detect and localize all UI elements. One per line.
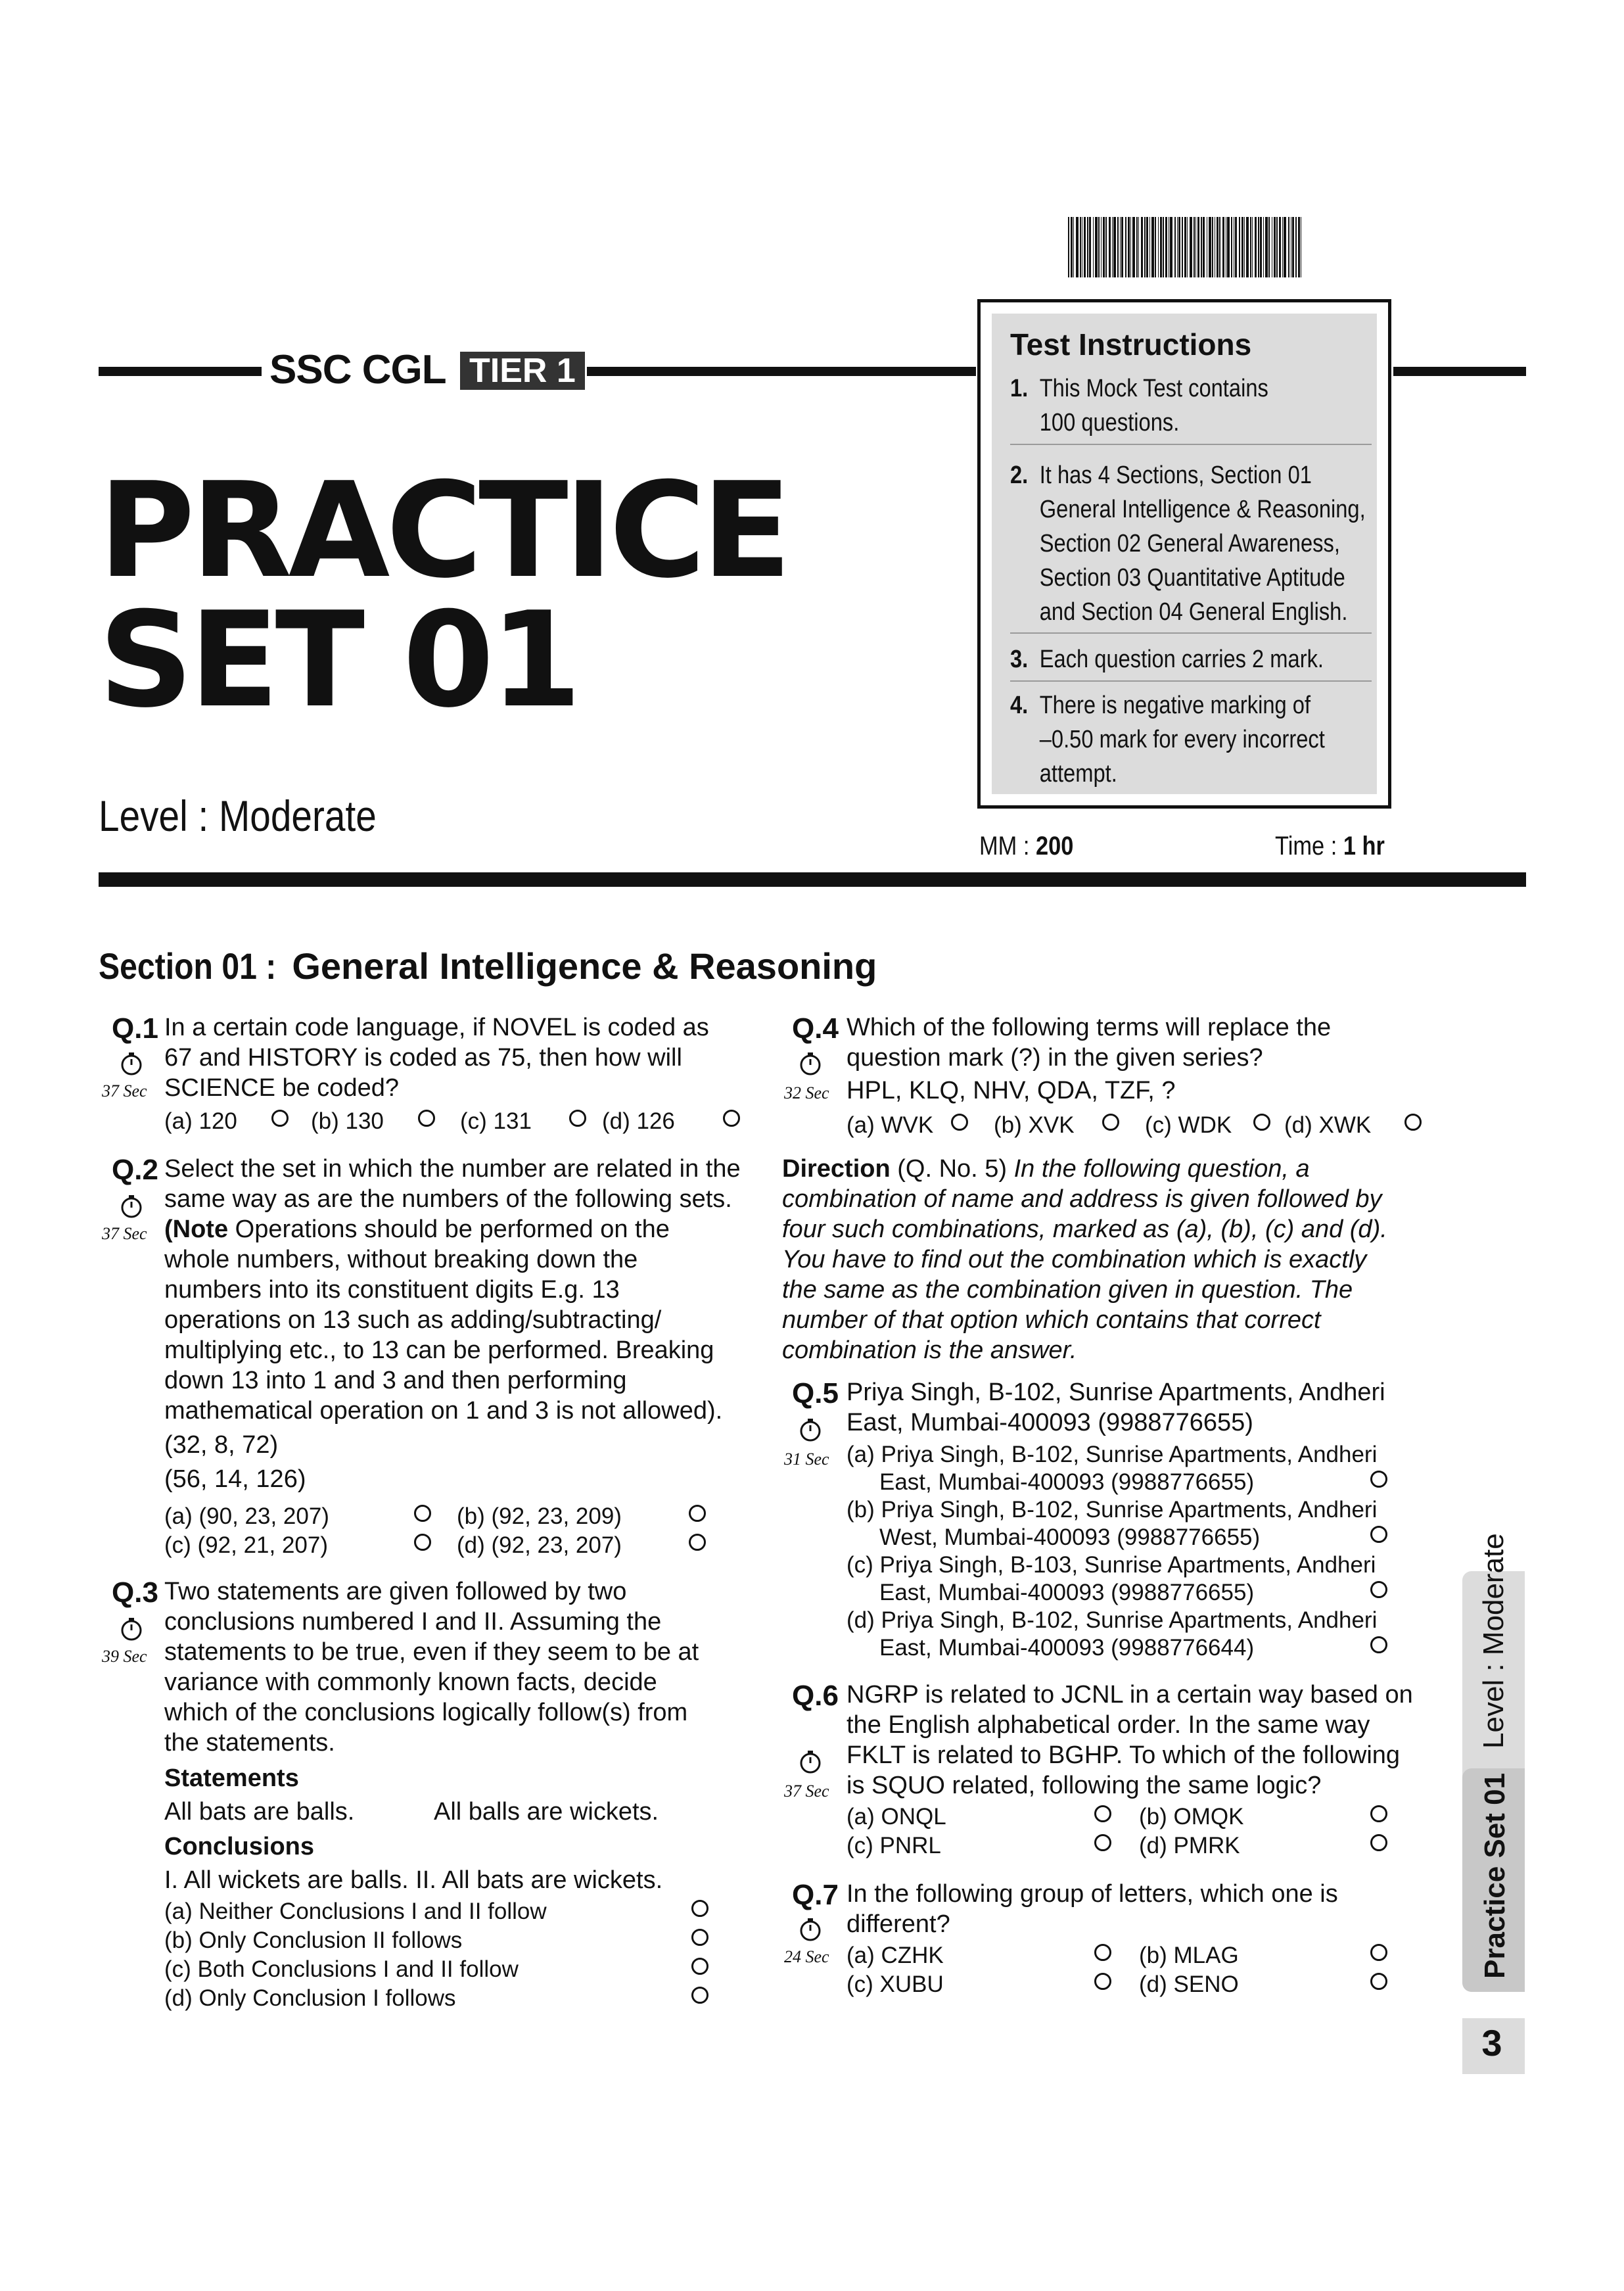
- question-line: Priya Singh, B-102, Sunrise Apartments, Andheri: [847, 1379, 1385, 1406]
- question-number: Q.2: [112, 1154, 158, 1186]
- barcode-stripe: [1265, 217, 1268, 277]
- barcode-stripe: [1136, 217, 1138, 277]
- stopwatch-icon: [797, 1051, 824, 1077]
- option-c-radio[interactable]: [691, 1958, 708, 1975]
- barcode-stripe: [1117, 217, 1119, 277]
- max-marks: [979, 832, 1073, 861]
- question-line: In a certain code language, if NOVEL is coded as: [164, 1014, 709, 1041]
- option-line: (c) Priya Singh, B-103, Sunrise Apartments, Andheri: [847, 1552, 1376, 1578]
- barcode-stripe: [1288, 217, 1289, 277]
- option-a: (a) WVK: [847, 1112, 934, 1138]
- barcode-stripe: [1093, 217, 1094, 277]
- statement-2: All balls are wickets.: [434, 1798, 659, 1826]
- barcode-stripe: [1279, 217, 1281, 277]
- question-line: different?: [847, 1910, 950, 1938]
- option-d: [847, 1607, 1377, 1662]
- barcode-stripe: [1184, 217, 1186, 277]
- barcode-stripe: [1113, 217, 1116, 277]
- option-a-radio[interactable]: [414, 1505, 431, 1522]
- statement-1: All bats are balls.: [164, 1798, 355, 1826]
- barcode-stripe: [1295, 217, 1297, 277]
- test-instructions-title: Test Instructions: [1010, 327, 1252, 362]
- barcode-stripe: [1174, 217, 1176, 277]
- barcode-stripe: [1132, 217, 1135, 277]
- option-c: (c) (92, 21, 207): [164, 1532, 328, 1558]
- question-line: SCIENCE be coded?: [164, 1074, 399, 1102]
- instruction-text: [1040, 458, 1366, 629]
- question-text: [847, 1377, 1385, 1438]
- barcode-stripe: [1163, 217, 1164, 277]
- option-b-radio[interactable]: [1370, 1944, 1387, 1961]
- question-line: same way as are the numbers of the following sets.: [164, 1185, 732, 1213]
- option-a-radio[interactable]: [1094, 1805, 1111, 1822]
- barcode-stripe: [1121, 217, 1123, 277]
- question-line: HPL, KLQ, NHV, QDA, TZF, ?: [847, 1077, 1176, 1104]
- header-rule-middle: [587, 367, 976, 376]
- option-line: East, Mumbai-400093 (9988776655): [879, 1469, 1255, 1495]
- question-line: FKLT is related to BGHP. To which of the following: [847, 1741, 1401, 1769]
- option-d-radio[interactable]: [1370, 1834, 1387, 1851]
- side-set-label: Practice Set 01: [1479, 1772, 1511, 1979]
- option-b-radio[interactable]: [418, 1110, 435, 1127]
- question-line: NGRP is related to JCNL in a certain way based on: [847, 1681, 1413, 1709]
- page-number: 3: [1481, 2022, 1502, 2064]
- barcode-stripe: [1246, 217, 1249, 277]
- barcode-stripe: [1203, 217, 1205, 277]
- question-text: [164, 1576, 699, 1758]
- option-d: (d) XWK: [1284, 1112, 1372, 1138]
- max-marks-label: MM :: [979, 832, 1036, 861]
- question-line: conclusions numbered I and II. Assuming the: [164, 1608, 662, 1636]
- option-c: (c) 131: [460, 1108, 532, 1134]
- question-number: Q.1: [112, 1012, 158, 1045]
- option-a: (a) CZHK: [847, 1943, 944, 1968]
- barcode-stripe: [1268, 217, 1270, 277]
- option-c-radio[interactable]: [569, 1110, 586, 1127]
- option-d: (d) SENO: [1139, 1972, 1239, 1997]
- barcode-stripe: [1241, 217, 1243, 277]
- question-line: In the following group of letters, which one is: [847, 1880, 1338, 1908]
- barcode-stripe: [1274, 217, 1276, 277]
- option-a-radio[interactable]: [271, 1110, 289, 1127]
- option-d: (d) PMRK: [1139, 1833, 1240, 1858]
- option-a: (a) Neither Conclusions I and II follow: [164, 1899, 547, 1924]
- direction-line: You have to find out the combination which is exactly: [782, 1246, 1367, 1273]
- header-rule-right: [1393, 367, 1526, 376]
- barcode-stripe: [1120, 217, 1121, 277]
- barcode-stripe: [1084, 217, 1086, 277]
- option-d-radio[interactable]: [1404, 1114, 1422, 1131]
- question-line: statements to be true, even if they seem to be at: [164, 1638, 699, 1666]
- question-line: mathematical operation on 1 and 3 is not allowed).: [164, 1397, 723, 1425]
- question-line: is SQUO related, following the same logic?: [847, 1772, 1322, 1799]
- header-rule-left: [99, 367, 262, 376]
- barcode-stripe: [1255, 217, 1257, 277]
- section-name: General Intelligence & Reasoning: [292, 945, 877, 987]
- barcode-stripe: [1071, 217, 1073, 277]
- instruction-line: There is negative marking of: [1039, 692, 1311, 719]
- question-number: Q.7: [792, 1879, 839, 1911]
- barcode-stripe: [1217, 217, 1218, 277]
- option-c-radio[interactable]: [1370, 1581, 1387, 1598]
- barcode-stripe: [1068, 217, 1069, 277]
- instruction-line: It has 4 Sections, Section 01: [1039, 461, 1312, 489]
- option-b: (b) Only Conclusion II follows: [164, 1927, 463, 1953]
- barcode-stripe: [1194, 217, 1195, 277]
- direction-text: [782, 1154, 1387, 1365]
- stopwatch-icon: [797, 1417, 824, 1443]
- barcode-stripe: [1244, 217, 1245, 277]
- barcode-stripe: [1187, 217, 1188, 277]
- option-c-radio[interactable]: [1094, 1834, 1111, 1851]
- option-a: [847, 1441, 1377, 1496]
- option-b-radio[interactable]: [1102, 1114, 1119, 1131]
- instruction-line: This Mock Test contains: [1039, 375, 1268, 402]
- side-level-label: Level : Moderate: [1477, 1533, 1510, 1749]
- barcode-stripe: [1112, 217, 1113, 277]
- option-c: (c) PNRL: [847, 1833, 941, 1858]
- question-line: the statements.: [164, 1729, 335, 1757]
- direction-line: the same as the combination given in question. The: [782, 1276, 1353, 1304]
- instruction-number: 1.: [1010, 375, 1029, 402]
- barcode-stripe: [1284, 217, 1286, 277]
- option-a-radio[interactable]: [951, 1114, 968, 1131]
- barcode-stripe: [1095, 217, 1098, 277]
- barcode-stripe: [1089, 217, 1091, 277]
- option-d: (d) Only Conclusion I follows: [164, 1985, 456, 2011]
- conclusions-text: I. All wickets are balls. II. All bats are wickets.: [164, 1866, 663, 1894]
- barcode-stripe: [1146, 217, 1148, 277]
- stopwatch-icon: [118, 1051, 145, 1077]
- barcode: [1068, 217, 1301, 277]
- option-c-radio[interactable]: [1094, 1973, 1111, 1990]
- option-b: (b) XVK: [994, 1112, 1075, 1138]
- option-c: [847, 1551, 1376, 1607]
- barcode-stripe: [1212, 217, 1213, 277]
- instruction-line: –0.50 mark for every incorrect: [1039, 726, 1325, 753]
- option-c-radio[interactable]: [414, 1534, 431, 1551]
- option-a: (a) ONQL: [847, 1804, 946, 1830]
- barcode-stripe: [1239, 217, 1240, 277]
- barcode-stripe: [1151, 217, 1154, 277]
- option-a: (a) (90, 23, 207): [164, 1503, 329, 1529]
- barcode-stripe: [1130, 217, 1131, 277]
- question-text: [847, 1680, 1413, 1801]
- direction-line-text: In the following question, a: [1013, 1155, 1310, 1183]
- direction-label: Direction: [782, 1155, 891, 1183]
- test-instructions-panel: [992, 314, 1377, 794]
- option-b: [847, 1496, 1377, 1551]
- option-d-radio[interactable]: [1370, 1636, 1387, 1653]
- option-b: (b) (92, 23, 209): [457, 1503, 622, 1529]
- option-c: (c) XUBU: [847, 1972, 944, 1997]
- barcode-stripe: [1190, 217, 1192, 277]
- option-c-radio[interactable]: [1253, 1114, 1270, 1131]
- given-set: (32, 8, 72): [164, 1431, 279, 1459]
- question-text: [847, 1012, 1331, 1106]
- option-a-radio[interactable]: [691, 1900, 708, 1917]
- barcode-stripe: [1144, 217, 1146, 277]
- direction-line: number of that option which contains that correct: [782, 1306, 1321, 1334]
- conclusions-label: Conclusions: [164, 1833, 315, 1860]
- barcode-stripe: [1178, 217, 1180, 277]
- barcode-stripe: [1165, 217, 1167, 277]
- barcode-stripe: [1149, 217, 1150, 277]
- instruction-divider: [1010, 444, 1372, 445]
- instruction-number: 4.: [1010, 692, 1029, 719]
- instruction-text: [1040, 371, 1268, 440]
- direction-ref: (Q. No. 5): [890, 1155, 1014, 1183]
- question-line-text: Operations should be performed on the: [235, 1216, 670, 1243]
- question-line: variance with commonly known facts, decide: [164, 1668, 657, 1696]
- barcode-stripe: [1087, 217, 1088, 277]
- instruction-line: 100 questions.: [1039, 409, 1180, 437]
- instruction-text: [1040, 688, 1325, 791]
- option-b-radio[interactable]: [689, 1505, 706, 1522]
- barcode-stripe: [1101, 217, 1102, 277]
- instruction-divider: [1010, 632, 1372, 634]
- page-title-line1: PRACTICE: [99, 454, 788, 607]
- barcode-stripe: [1141, 217, 1143, 277]
- barcode-stripe: [1105, 217, 1107, 277]
- barcode-stripe: [1073, 217, 1074, 277]
- time-limit: [1275, 832, 1385, 861]
- barcode-stripe: [1158, 217, 1159, 277]
- question-line: down 13 into 1 and 3 and then performing: [164, 1367, 627, 1394]
- option-d-radio[interactable]: [689, 1534, 706, 1551]
- section-prefix: Section 01 :: [99, 945, 277, 987]
- instruction-line: Section 02 General Awareness,: [1039, 530, 1340, 557]
- barcode-stripe: [1252, 217, 1253, 277]
- barcode-stripe: [1109, 217, 1111, 277]
- barcode-stripe: [1103, 217, 1105, 277]
- option-line: East, Mumbai-400093 (9988776644): [879, 1635, 1255, 1661]
- question-number: Q.3: [112, 1576, 158, 1609]
- time-estimate: 37 Sec: [784, 1782, 829, 1801]
- option-b-radio[interactable]: [691, 1929, 708, 1946]
- time-estimate: 31 Sec: [784, 1450, 829, 1469]
- instruction-number: 2.: [1010, 461, 1029, 489]
- barcode-stripe: [1197, 217, 1199, 277]
- instruction-line: and Section 04 General English.: [1039, 598, 1348, 626]
- option-d: (d) 126: [602, 1108, 675, 1134]
- barcode-stripe: [1260, 217, 1262, 277]
- stopwatch-icon: [797, 1749, 824, 1775]
- direction-line: [782, 1154, 1387, 1184]
- question-line: Two statements are given followed by two: [164, 1578, 627, 1605]
- barcode-stripe: [1258, 217, 1259, 277]
- time-estimate: 32 Sec: [784, 1083, 829, 1102]
- option-line: (d) Priya Singh, B-102, Sunrise Apartments, Andheri: [847, 1607, 1378, 1633]
- stopwatch-icon: [797, 1916, 824, 1943]
- option-d-radio[interactable]: [723, 1110, 740, 1127]
- question-text: [847, 1879, 1338, 1939]
- question-line: which of the conclusions logically follow(s) from: [164, 1699, 688, 1726]
- barcode-stripe: [1227, 217, 1230, 277]
- question-number: Q.4: [792, 1012, 839, 1045]
- option-b-radio[interactable]: [1370, 1805, 1387, 1822]
- barcode-stripe: [1076, 217, 1079, 277]
- question-line: Select the set in which the number are related in the: [164, 1155, 741, 1183]
- max-marks-value: 200: [1035, 832, 1074, 861]
- tier-badge: TIER 1: [460, 352, 585, 390]
- question-number: Q.6: [792, 1680, 839, 1712]
- exam-name: SSC CGL: [269, 347, 446, 392]
- question-number: Q.5: [792, 1377, 839, 1409]
- barcode-stripe: [1298, 217, 1300, 277]
- note-label: (Note: [164, 1216, 229, 1243]
- option-line: (a) Priya Singh, B-102, Sunrise Apartments, Andheri: [847, 1442, 1378, 1467]
- option-b: (b) 130: [311, 1108, 384, 1134]
- question-line: multiplying etc., to 13 can be performed. Breaking: [164, 1336, 714, 1364]
- barcode-stripe: [1222, 217, 1224, 277]
- barcode-stripe: [1125, 217, 1126, 277]
- barcode-stripe: [1282, 217, 1283, 277]
- question-line: question mark (?) in the given series?: [847, 1044, 1263, 1072]
- barcode-stripe: [1195, 217, 1196, 277]
- instruction-line: attempt.: [1039, 760, 1117, 788]
- barcode-stripe: [1098, 217, 1100, 277]
- barcode-stripe: [1276, 217, 1278, 277]
- option-line: West, Mumbai-400093 (9988776655): [879, 1524, 1261, 1550]
- question-line: East, Mumbai-400093 (9988776655): [847, 1409, 1253, 1436]
- question-text: [164, 1012, 709, 1103]
- question-line: numbers into its constituent digits E.g. 13: [164, 1276, 620, 1304]
- option-line: East, Mumbai-400093 (9988776655): [879, 1580, 1255, 1605]
- instruction-divider: [1010, 680, 1372, 682]
- direction-line: combination is the answer.: [782, 1336, 1077, 1364]
- time-limit-label: Time :: [1275, 832, 1343, 861]
- time-limit-value: 1 hr: [1343, 832, 1385, 861]
- time-estimate: 37 Sec: [102, 1224, 147, 1243]
- option-c: (c) Both Conclusions I and II follow: [164, 1956, 519, 1982]
- question-line: whole numbers, without breaking down the: [164, 1246, 638, 1273]
- instruction-line: General Intelligence & Reasoning,: [1039, 496, 1366, 523]
- instruction-line: Section 03 Quantitative Aptitude: [1039, 564, 1345, 592]
- stopwatch-icon: [118, 1616, 145, 1642]
- option-d-radio[interactable]: [691, 1987, 708, 2004]
- question-line: the English alphabetical order. In the same way: [847, 1711, 1370, 1739]
- barcode-stripe: [1263, 217, 1264, 277]
- question-line: [164, 1214, 741, 1244]
- question-text: [164, 1154, 741, 1494]
- barcode-stripe: [1155, 217, 1156, 277]
- barcode-stripe: [1182, 217, 1183, 277]
- statements-label: Statements: [164, 1764, 299, 1792]
- section-heading: [99, 945, 877, 987]
- barcode-stripe: [1235, 217, 1237, 277]
- time-estimate: 37 Sec: [102, 1081, 147, 1100]
- barcode-stripe: [1201, 217, 1202, 277]
- direction-line: four such combinations, marked as (a), (b), (c) and (d).: [782, 1216, 1387, 1243]
- option-b: (b) OMQK: [1139, 1804, 1244, 1830]
- option-b-radio[interactable]: [1370, 1526, 1387, 1543]
- time-estimate: 39 Sec: [102, 1647, 147, 1666]
- level-label: Level : Moderate: [99, 791, 377, 840]
- question-line: 67 and HISTORY is coded as 75, then how will: [164, 1044, 682, 1072]
- option-a-radio[interactable]: [1094, 1944, 1111, 1961]
- page-title-line2: SET 01: [99, 584, 578, 737]
- time-estimate: 24 Sec: [784, 1947, 829, 1966]
- header-bottom-rule: [99, 872, 1526, 887]
- barcode-stripe: [1080, 217, 1081, 277]
- option-a: (a) 120: [164, 1108, 237, 1134]
- test-instructions-box: [977, 299, 1391, 809]
- direction-line: combination of name and address is given followed by: [782, 1185, 1382, 1213]
- given-set: (56, 14, 126): [164, 1465, 306, 1493]
- option-d: (d) (92, 23, 207): [457, 1532, 622, 1558]
- barcode-stripe: [1170, 217, 1172, 277]
- stopwatch-icon: [118, 1193, 145, 1219]
- option-b: (b) MLAG: [1139, 1943, 1239, 1968]
- barcode-stripe: [1219, 217, 1220, 277]
- question-line: operations on 13 such as adding/subtracting/: [164, 1306, 662, 1334]
- barcode-stripe: [1138, 217, 1139, 277]
- barcode-stripe: [1128, 217, 1130, 277]
- instruction-text: Each question carries 2 mark.: [1039, 646, 1324, 673]
- question-line: Which of the following terms will replace the: [847, 1014, 1332, 1041]
- instruction-number: 3.: [1010, 646, 1029, 673]
- barcode-stripe: [1209, 217, 1211, 277]
- option-c: (c) WDK: [1145, 1112, 1232, 1138]
- barcode-stripe: [1160, 217, 1162, 277]
- barcode-stripe: [1250, 217, 1251, 277]
- barcode-stripe: [1292, 217, 1294, 277]
- option-line: (b) Priya Singh, B-102, Sunrise Apartments, Andheri: [847, 1497, 1378, 1523]
- option-a-radio[interactable]: [1370, 1471, 1387, 1488]
- option-d-radio[interactable]: [1370, 1973, 1387, 1990]
- barcode-stripe: [1231, 217, 1232, 277]
- barcode-stripe: [1177, 217, 1178, 277]
